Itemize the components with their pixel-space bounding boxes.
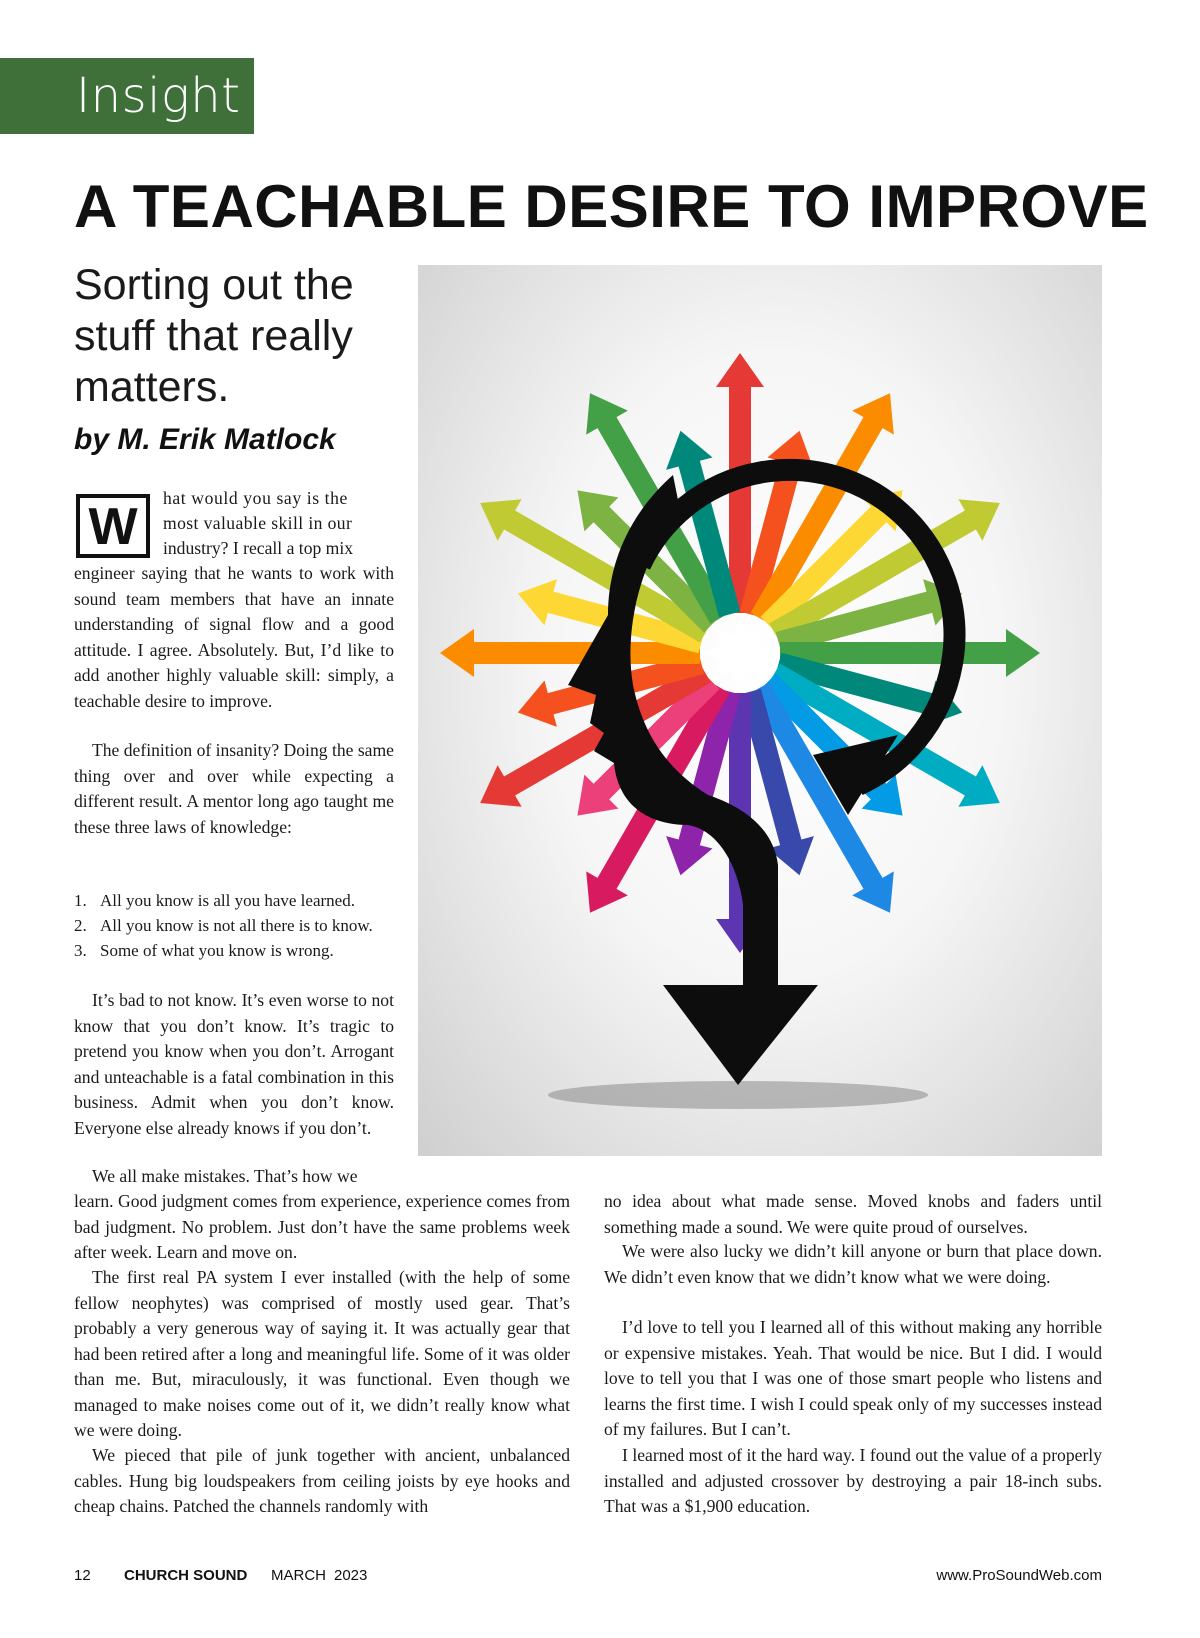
section-tag: Insight [0,58,254,134]
law-text: Some of what you know is wrong. [100,941,334,960]
footer-website: www.ProSoundWeb.com [936,1567,1102,1584]
article-deck: Sorting out the stuff that really matters. [74,261,354,411]
law-item [74,913,394,939]
bad-to-not-know-paragraph: It’s bad to not know. It’s even worse to not know that you don’t know. It’s tragic to pretend you know when you don’t. Arrogant and unteachable is a fatal combination in this business. Admit when you don’t know. Everyone else already knows if you don’t. [74,990,394,1138]
right-column-paragraph: I’d love to tell you I learned all of this without making any horrible or expensive mistakes. Yeah. That would be nice. But I did. I would love to tell you that I was one of those smart people who listens and learns the first time. I wish I could speak only of my successes instead of my failures. But I can’t. [604,1317,1102,1439]
footer-magazine-name: CHURCH SOUND [124,1567,248,1584]
right-column-paragraph: I learned most of it the hard way. I found out the value of a properly installed and adjusted crossover by destroying a pair 18-inch subs. That was a $1,900 education. [604,1445,1102,1516]
center-star [706,620,774,686]
head-arrows-svg [418,265,1102,1156]
drop-cap: W [76,494,150,558]
shadow-ellipse [548,1081,928,1109]
left-column-paragraph: We pieced that pile of junk together with ancient, unbalanced cables. Hung big loudspeakers from ceiling joists by eye hooks and cheap chains. Patched the channels randomly with [74,1445,570,1516]
intro-paragraph: engineer saying that he wants to work with sound team members that have an innate understanding of signal flow and a good attitude. I agree. Absolutely. But, I’d like to add another highly valuable skill: simply, a teachable desire to improve. [74,563,394,711]
intro-line-1: hat would you say is the [163,488,348,508]
footer-year: 2023 [334,1567,368,1584]
footer-page-number: 12 [74,1567,91,1584]
law-number: 1. [74,891,87,910]
law-text: All you know is not all there is to know. [100,916,373,935]
footer-month: MARCH [271,1567,326,1584]
left-column-paragraph: The first real PA system I ever installed (with the help of some fellow neophytes) was comprised of mostly used gear. That’s probably a very generous way of saying it. It was actually gear that had been retired after a long and meaningful life. Some of it was older than me. But, miraculously, it was functional. Even though we managed to make noises come out of it, we didn’t really know what we were doing. [74,1267,570,1440]
intro-line-2: most valuable skill in our [163,513,353,533]
law-number: 3. [74,941,87,960]
intro-line-3: industry? I recall a top mix [163,538,354,558]
right-column-paragraph: We were also lucky we didn’t kill anyone or burn that place down. We didn’t even know that we didn’t know what we were doing. [604,1241,1102,1287]
left-column-paragraph: learn. Good judgment comes from experience, experience comes from bad judgment. No problem. Just don’t have the same problems week after week. Learn and move on. [74,1191,570,1262]
law-item [74,938,394,964]
article-headline: A TEACHABLE DESIRE TO IMPROVE [74,173,1149,240]
law-item [74,888,394,914]
law-text: All you know is all you have learned. [100,891,355,910]
article-byline: by M. Erik Matlock [74,423,336,456]
law-number: 2. [74,916,87,935]
right-column-paragraph: no idea about what made sense. Moved knobs and faders until something made a sound. We were quite proud of ourselves. [604,1191,1102,1237]
insanity-paragraph: The definition of insanity? Doing the same thing over and over while expecting a different result. A mentor long ago taught me these three laws of knowledge: [74,740,394,837]
mistakes-paragraph-start: We all make mistakes. That’s how we [92,1166,358,1186]
head-arrows-illustration [418,265,1102,1156]
